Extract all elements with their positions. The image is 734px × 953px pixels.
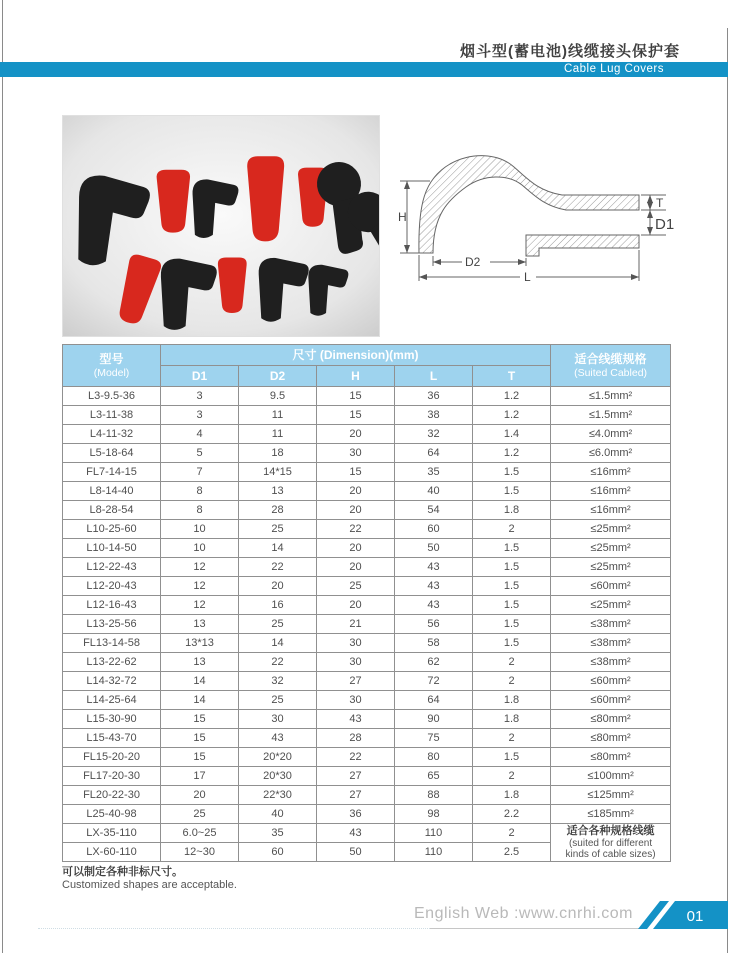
cell-l: 88 xyxy=(395,786,473,805)
cell-h: 43 xyxy=(317,710,395,729)
spec-table-header xyxy=(63,345,671,387)
spec-table xyxy=(62,344,671,862)
cell-h: 27 xyxy=(317,672,395,691)
cell-d1: 12 xyxy=(161,577,239,596)
cell-d1: 7 xyxy=(161,463,239,482)
cell-l: 80 xyxy=(395,748,473,767)
cell-t: 1.5 xyxy=(473,463,551,482)
cell-h: 36 xyxy=(317,805,395,824)
cell-d1: 20 xyxy=(161,786,239,805)
cell-d2: 13 xyxy=(239,482,317,501)
cell-t: 1.8 xyxy=(473,786,551,805)
cell-l: 58 xyxy=(395,634,473,653)
cell-model: L4-11-32 xyxy=(63,425,161,444)
cell-model: L8-14-40 xyxy=(63,482,161,501)
cell-l: 36 xyxy=(395,387,473,406)
cell-d1: 14 xyxy=(161,672,239,691)
page-subtitle: Cable Lug Covers xyxy=(563,63,664,75)
cell-d1: 15 xyxy=(161,729,239,748)
cell-d2: 11 xyxy=(239,425,317,444)
cell-t: 1.5 xyxy=(473,539,551,558)
cell-l: 35 xyxy=(395,463,473,482)
cell-d2: 25 xyxy=(239,691,317,710)
cell-d2: 43 xyxy=(239,729,317,748)
cell-h: 30 xyxy=(317,634,395,653)
cell-spec: ≤60mm² xyxy=(551,577,671,596)
cell-spec: ≤100mm² xyxy=(551,767,671,786)
cell-h: 43 xyxy=(317,824,395,843)
cell-l: 64 xyxy=(395,444,473,463)
dimension-diagram xyxy=(398,143,690,307)
cell-d2: 25 xyxy=(239,520,317,539)
table-row xyxy=(63,425,671,444)
cell-d1: 4 xyxy=(161,425,239,444)
cell-l: 72 xyxy=(395,672,473,691)
cell-t: 1.5 xyxy=(473,748,551,767)
dim-label-l: L xyxy=(524,270,531,284)
page-number: 01 xyxy=(686,908,704,925)
cell-d2: 28 xyxy=(239,501,317,520)
cell-d1: 25 xyxy=(161,805,239,824)
cell-d1: 3 xyxy=(161,406,239,425)
cell-l: 110 xyxy=(395,824,473,843)
cell-spec: ≤16mm² xyxy=(551,482,671,501)
cell-d2: 35 xyxy=(239,824,317,843)
cell-l: 54 xyxy=(395,501,473,520)
table-row xyxy=(63,691,671,710)
table-row xyxy=(63,596,671,615)
cell-t: 2 xyxy=(473,672,551,691)
cell-h: 30 xyxy=(317,444,395,463)
cell-h: 20 xyxy=(317,539,395,558)
cell-d2: 20*30 xyxy=(239,767,317,786)
cell-t: 1.5 xyxy=(473,634,551,653)
table-row xyxy=(63,748,671,767)
cell-d1: 13 xyxy=(161,653,239,672)
cell-d1: 17 xyxy=(161,767,239,786)
merged-spec-line: kinds of cable sizes) xyxy=(565,849,656,860)
cell-spec: ≤1.5mm² xyxy=(551,406,671,425)
cell-l: 90 xyxy=(395,710,473,729)
merged-spec-line: 适合各种规格线缆 xyxy=(566,825,655,837)
table-row xyxy=(63,824,671,843)
cell-l: 64 xyxy=(395,691,473,710)
cell-t: 2 xyxy=(473,729,551,748)
footer-rule xyxy=(430,928,640,929)
cell-l: 40 xyxy=(395,482,473,501)
cable-cover xyxy=(157,170,190,233)
table-row xyxy=(63,482,671,501)
cell-d1: 12~30 xyxy=(161,843,239,862)
cell-d2: 16 xyxy=(239,596,317,615)
cell-d1: 15 xyxy=(161,748,239,767)
cell-l: 32 xyxy=(395,425,473,444)
cable-cover xyxy=(218,258,247,314)
dim-label-h: H xyxy=(398,210,407,224)
cell-model: L8-28-54 xyxy=(63,501,161,520)
page-title: 烟斗型(蓄电池)线缆接头保护套 xyxy=(460,43,680,60)
cell-d2: 25 xyxy=(239,615,317,634)
cell-h: 27 xyxy=(317,786,395,805)
cell-h: 20 xyxy=(317,425,395,444)
cell-l: 38 xyxy=(395,406,473,425)
cell-h: 15 xyxy=(317,406,395,425)
cell-d2: 18 xyxy=(239,444,317,463)
cell-d2: 9.5 xyxy=(239,387,317,406)
cell-t: 2 xyxy=(473,824,551,843)
cell-h: 50 xyxy=(317,843,395,862)
cell-t: 1.2 xyxy=(473,444,551,463)
table-row xyxy=(63,558,671,577)
diagram-lower-wall xyxy=(526,235,639,256)
cell-d1: 10 xyxy=(161,539,239,558)
table-row xyxy=(63,710,671,729)
cell-d2: 40 xyxy=(239,805,317,824)
cell-d2: 11 xyxy=(239,406,317,425)
cell-l: 60 xyxy=(395,520,473,539)
cable-cover xyxy=(247,156,284,241)
notes xyxy=(62,866,237,892)
cell-h: 28 xyxy=(317,729,395,748)
note-en: Customized shapes are acceptable. xyxy=(62,879,237,891)
table-row xyxy=(63,406,671,425)
product-photo-graphic xyxy=(63,116,379,336)
cell-spec: ≤25mm² xyxy=(551,520,671,539)
cell-spec: ≤38mm² xyxy=(551,653,671,672)
cell-d1: 8 xyxy=(161,482,239,501)
cell-d2: 32 xyxy=(239,672,317,691)
cell-t: 1.5 xyxy=(473,577,551,596)
cell-model: LX-60-110 xyxy=(63,843,161,862)
cell-model: L10-14-50 xyxy=(63,539,161,558)
cell-t: 2 xyxy=(473,520,551,539)
cell-t: 1.8 xyxy=(473,710,551,729)
table-row xyxy=(63,653,671,672)
cell-spec: ≤125mm² xyxy=(551,786,671,805)
cell-h: 20 xyxy=(317,482,395,501)
dim-label-d1: D1 xyxy=(655,216,675,233)
header-l: L xyxy=(395,366,473,387)
cell-spec: ≤80mm² xyxy=(551,710,671,729)
cell-d2: 22*30 xyxy=(239,786,317,805)
cell-t: 1.5 xyxy=(473,482,551,501)
header-t: T xyxy=(473,366,551,387)
cell-spec: ≤60mm² xyxy=(551,691,671,710)
cell-d2: 14 xyxy=(239,539,317,558)
cell-d1: 8 xyxy=(161,501,239,520)
cell-d2: 20*20 xyxy=(239,748,317,767)
cell-d1: 12 xyxy=(161,558,239,577)
cell-h: 20 xyxy=(317,501,395,520)
table-row xyxy=(63,444,671,463)
table-row xyxy=(63,786,671,805)
cell-spec: ≤16mm² xyxy=(551,501,671,520)
cell-d1: 10 xyxy=(161,520,239,539)
cell-l: 62 xyxy=(395,653,473,672)
cell-h: 15 xyxy=(317,463,395,482)
cell-spec: ≤25mm² xyxy=(551,539,671,558)
cell-spec: ≤80mm² xyxy=(551,748,671,767)
cell-l: 43 xyxy=(395,596,473,615)
cell-t: 2.5 xyxy=(473,843,551,862)
cell-spec: ≤38mm² xyxy=(551,615,671,634)
cell-h: 22 xyxy=(317,520,395,539)
cell-l: 43 xyxy=(395,577,473,596)
cell-spec: ≤4.0mm² xyxy=(551,425,671,444)
cell-model: L13-22-62 xyxy=(63,653,161,672)
cell-spec: ≤6.0mm² xyxy=(551,444,671,463)
header-model: 型号 (Model) xyxy=(63,345,161,387)
table-row xyxy=(63,577,671,596)
cell-d1: 5 xyxy=(161,444,239,463)
cell-spec: ≤25mm² xyxy=(551,558,671,577)
cell-l: 65 xyxy=(395,767,473,786)
spec-table-body xyxy=(63,387,671,862)
cell-d1: 6.0~25 xyxy=(161,824,239,843)
cell-h: 20 xyxy=(317,558,395,577)
table-row xyxy=(63,387,671,406)
cell-model: FL7-14-15 xyxy=(63,463,161,482)
cell-t: 1.5 xyxy=(473,615,551,634)
cell-model: L14-25-64 xyxy=(63,691,161,710)
cell-t: 1.8 xyxy=(473,691,551,710)
cell-l: 56 xyxy=(395,615,473,634)
cell-model: FL20-22-30 xyxy=(63,786,161,805)
cell-spec: ≤1.5mm² xyxy=(551,387,671,406)
table-row xyxy=(63,672,671,691)
cell-l: 43 xyxy=(395,558,473,577)
cell-d2: 30 xyxy=(239,710,317,729)
cell-t: 2 xyxy=(473,767,551,786)
cell-d2: 22 xyxy=(239,653,317,672)
cell-d1: 15 xyxy=(161,710,239,729)
cell-spec-merged xyxy=(551,824,671,862)
cell-d2: 14*15 xyxy=(239,463,317,482)
cell-t: 1.2 xyxy=(473,387,551,406)
cell-t: 1.8 xyxy=(473,501,551,520)
cell-model: L3-9.5-36 xyxy=(63,387,161,406)
cell-h: 15 xyxy=(317,387,395,406)
cell-t: 1.4 xyxy=(473,425,551,444)
header-d1: D1 xyxy=(161,366,239,387)
cell-model: FL13-14-58 xyxy=(63,634,161,653)
cell-t: 2 xyxy=(473,653,551,672)
cell-l: 110 xyxy=(395,843,473,862)
table-row xyxy=(63,520,671,539)
cell-d1: 14 xyxy=(161,691,239,710)
cell-l: 75 xyxy=(395,729,473,748)
header-accent-bar xyxy=(0,62,728,77)
cell-l: 98 xyxy=(395,805,473,824)
table-row xyxy=(63,539,671,558)
table-row xyxy=(63,463,671,482)
product-photo xyxy=(62,115,380,337)
cell-spec: ≤25mm² xyxy=(551,596,671,615)
cell-model: LX-35-110 xyxy=(63,824,161,843)
cell-spec: ≤185mm² xyxy=(551,805,671,824)
cell-h: 30 xyxy=(317,691,395,710)
header-d2: D2 xyxy=(239,366,317,387)
footer-dotted-line xyxy=(38,928,430,929)
table-row xyxy=(63,805,671,824)
cell-model: L5-18-64 xyxy=(63,444,161,463)
cell-d1: 13*13 xyxy=(161,634,239,653)
cell-h: 30 xyxy=(317,653,395,672)
cell-h: 27 xyxy=(317,767,395,786)
cell-d2: 60 xyxy=(239,843,317,862)
cell-t: 2.2 xyxy=(473,805,551,824)
cell-t: 1.5 xyxy=(473,558,551,577)
header-spec: 适合线缆规格 (Suited Cabled) xyxy=(551,345,671,387)
cell-spec: ≤60mm² xyxy=(551,672,671,691)
cell-d1: 12 xyxy=(161,596,239,615)
cell-h: 22 xyxy=(317,748,395,767)
table-row xyxy=(63,634,671,653)
cell-model: L12-22-43 xyxy=(63,558,161,577)
page-edge-line-left xyxy=(2,0,3,953)
cell-spec: ≤38mm² xyxy=(551,634,671,653)
cell-d2: 22 xyxy=(239,558,317,577)
cell-d1: 13 xyxy=(161,615,239,634)
cell-model: L14-32-72 xyxy=(63,672,161,691)
cell-h: 25 xyxy=(317,577,395,596)
cell-model: L10-25-60 xyxy=(63,520,161,539)
cell-model: L15-43-70 xyxy=(63,729,161,748)
cell-spec: ≤16mm² xyxy=(551,463,671,482)
table-row xyxy=(63,615,671,634)
cell-model: L12-16-43 xyxy=(63,596,161,615)
cell-h: 21 xyxy=(317,615,395,634)
table-row xyxy=(63,729,671,748)
cell-model: L12-20-43 xyxy=(63,577,161,596)
cell-spec: ≤80mm² xyxy=(551,729,671,748)
cell-model: L25-40-98 xyxy=(63,805,161,824)
table-row xyxy=(63,501,671,520)
cell-d2: 20 xyxy=(239,577,317,596)
cell-l: 50 xyxy=(395,539,473,558)
page-edge-line-right xyxy=(727,28,728,953)
cell-d1: 3 xyxy=(161,387,239,406)
cell-model: FL17-20-30 xyxy=(63,767,161,786)
cell-t: 1.5 xyxy=(473,596,551,615)
header-dimension-group: 尺寸 (Dimension)(mm) xyxy=(161,345,551,366)
footer-website: English Web :www.cnrhi.com xyxy=(414,905,633,922)
cell-model: FL15-20-20 xyxy=(63,748,161,767)
cell-model: L3-11-38 xyxy=(63,406,161,425)
dim-label-d2: D2 xyxy=(465,255,481,269)
cell-t: 1.2 xyxy=(473,406,551,425)
header-h: H xyxy=(317,366,395,387)
cell-model: L15-30-90 xyxy=(63,710,161,729)
merged-spec-line: (suited for different xyxy=(568,838,653,849)
page-number-ribbon xyxy=(638,901,728,929)
cell-d2: 14 xyxy=(239,634,317,653)
cell-model: L13-25-56 xyxy=(63,615,161,634)
table-row xyxy=(63,767,671,786)
note-cn: 可以制定各种非标尺寸。 xyxy=(62,866,183,878)
cell-h: 20 xyxy=(317,596,395,615)
dim-label-t: T xyxy=(656,196,664,210)
spec-table-section xyxy=(62,344,671,862)
